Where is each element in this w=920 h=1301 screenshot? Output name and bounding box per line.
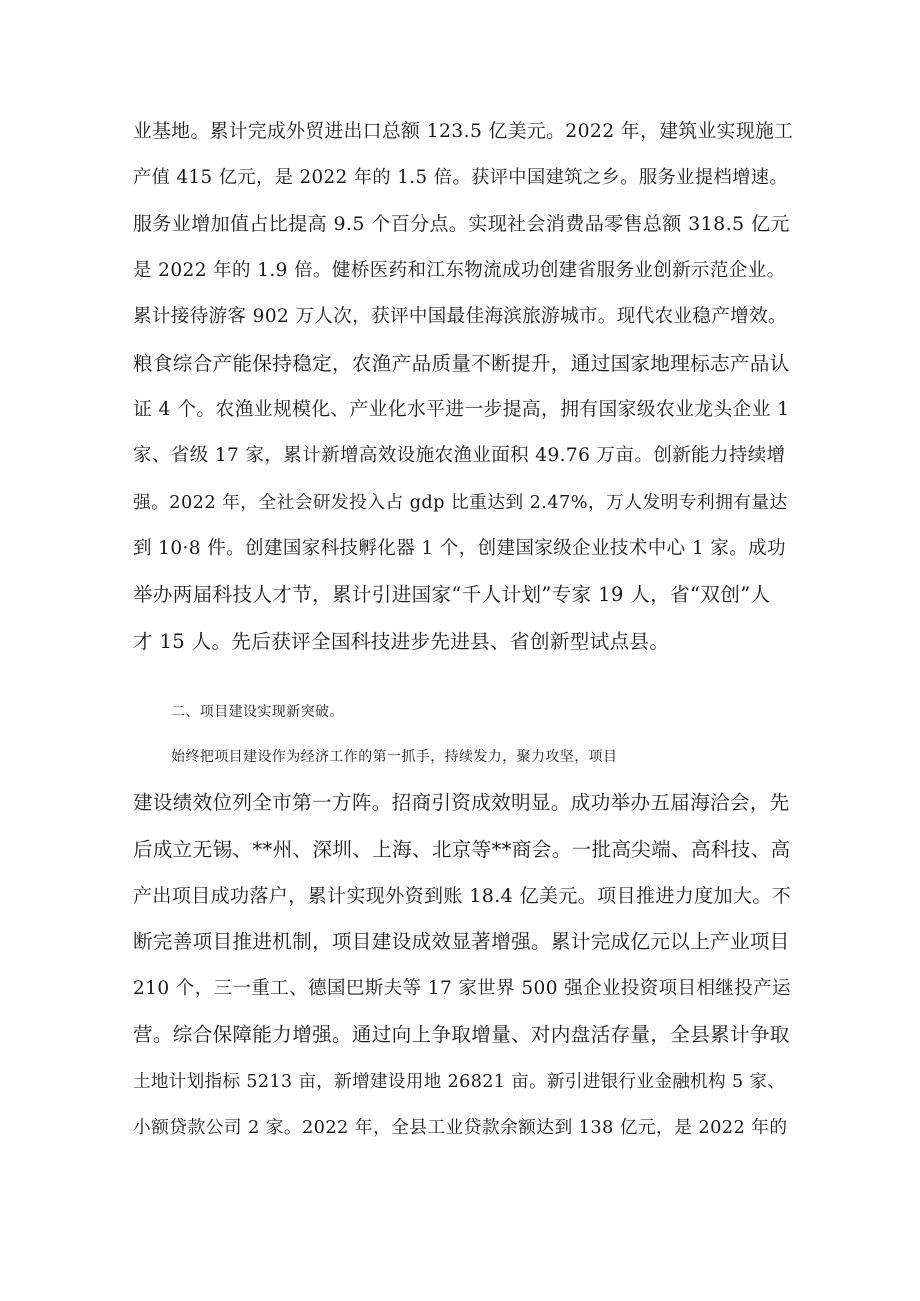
paragraph-line: 到 10·8 件。创建国家科技孵化器 1 个，创建国家级企业技术中心 1 家。成功 — [133, 538, 786, 559]
paragraph-line: 粮食综合产能保持稳定，农渔产品质量不断提升，通过国家地理标志产品认 — [133, 352, 790, 375]
paragraph-line: 210 个，三一重工、德国巴斯夫等 17 家世界 500 强企业投资项目相继投产运 — [133, 978, 791, 999]
paragraph-line: 土地计划指标 5213 亩，新增建设用地 26821 亩。新引进银行业金融机构 5 家、 — [133, 1072, 786, 1092]
paragraph-line: 家、省级 17 家，累计新增高效设施农渔业面积 49.76 万亩。创新能力持续增 — [133, 445, 786, 466]
paragraph-line: 才 15 人。先后获评全国科技进步先进县、省创新型试点县。 — [133, 630, 670, 653]
paragraph-line: 小额贷款公司 2 家。2022 年，全县工业贷款余额达到 138 亿元，是 2022 年的 — [133, 1118, 788, 1138]
paragraph-line: 证 4 个。农渔业规模化、产业化水平进一步提高，拥有国家级农业龙头企业 1 — [133, 399, 790, 420]
paragraph-line: 服务业增加值占比提高 9.5 个百分点。实现社会消费品零售总额 318.5 亿元 — [133, 213, 790, 235]
paragraph-line: 建设绩效位列全市第一方阵。招商引资成效明显。成功举办五届海洽会，先 — [133, 791, 790, 814]
paragraph-line: 营。综合保障能力增强。通过向上争取增量、对内盘活存量，全县累计争取 — [133, 1023, 790, 1046]
paragraph-line: 始终把项目建设作为经济工作的第一抓手，持续发力，聚力攻坚，项目 — [171, 749, 618, 765]
paragraph-line: 累计接待游客 902 万人次，获评中国最佳海滨旅游城市。现代农业稳产增效。 — [133, 306, 787, 327]
paragraph-line: 举办两届科技人才节，累计引进国家“千人计划”专家 19 人，省“双创”人 — [133, 583, 771, 606]
paragraph-line: 业基地。累计完成外贸进出口总额 123.5 亿美元。2022 年，建筑业实现施工 — [133, 121, 794, 142]
paragraph-line: 后成立无锡、**州、深圳、上海、北京等**商会。一批高尖端、高科技、高 — [133, 838, 791, 861]
paragraph-line: 产值 415 亿元，是 2022 年的 1.5 倍。获评中国建筑之乡。服务业提档增速。 — [133, 167, 789, 188]
paragraph-line: 强。2022 年，全社会研发投入占 gdp 比重达到 2.47%，万人发明专利拥有量达 — [133, 493, 788, 513]
paragraph-line: 是 2022 年的 1.9 倍。健桥医药和江东物流成功创建省服务业创新示范企业。 — [133, 260, 786, 281]
paragraph-line: 产出项目成功落户，累计实现外资到账 18.4 亿美元。项目推进力度加大。不 — [133, 885, 792, 907]
paragraph-line: 断完善项目推进机制，项目建设成效显著增强。累计完成亿元以上产业项目 — [133, 930, 790, 953]
section-heading: 二、项目建设实现新突破。 — [171, 704, 344, 720]
